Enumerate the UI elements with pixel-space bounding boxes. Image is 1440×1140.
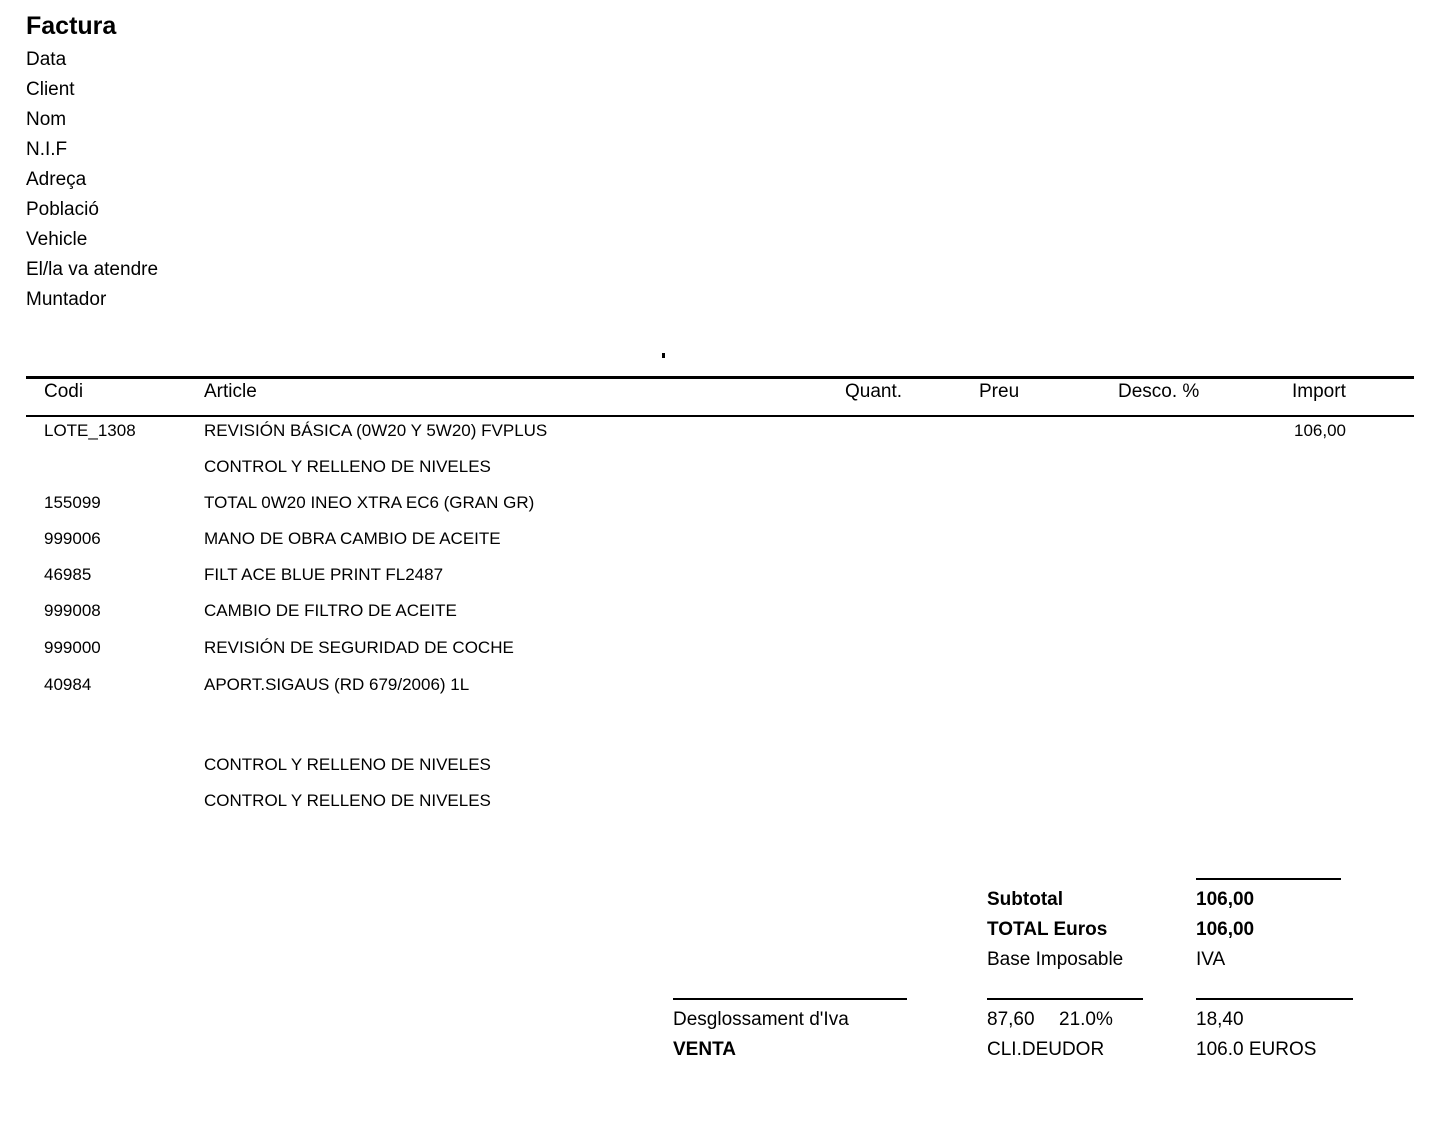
row-codi: 999000: [44, 638, 101, 657]
row-codi: 40984: [44, 675, 92, 694]
total-label: TOTAL Euros: [987, 919, 1108, 940]
desglossament-rule: [673, 998, 907, 1000]
column-header-codi: Codi: [44, 381, 84, 402]
subtotal-label: Subtotal: [987, 889, 1063, 910]
field-label-adreca: Adreça: [26, 169, 87, 190]
column-header-article: Article: [204, 381, 257, 402]
column-header-preu: Preu: [979, 381, 1020, 402]
field-label-muntador: Muntador: [26, 289, 107, 310]
base-imposable-label: Base Imposable: [987, 949, 1124, 970]
desglossament-label: Desglossament d'Iva: [673, 1009, 849, 1030]
row-article: CONTROL Y RELLENO DE NIVELES: [204, 755, 491, 774]
row-article: APORT.SIGAUS (RD 679/2006) 1L: [204, 675, 470, 694]
row-codi: 999006: [44, 529, 101, 548]
row-article: CAMBIO DE FILTRO DE ACEITE: [204, 601, 457, 620]
row-article: MANO DE OBRA CAMBIO DE ACEITE: [204, 529, 501, 548]
iva-label: IVA: [1196, 949, 1226, 970]
iva-rate: 21.0%: [1059, 1009, 1113, 1030]
subtotal-value: 106,00: [1196, 889, 1255, 910]
total-value: 106,00: [1196, 919, 1255, 940]
invoice-title: Factura: [26, 12, 117, 40]
field-label-atendre: El/la va atendre: [26, 259, 159, 280]
row-article: REVISIÓN BÁSICA (0W20 Y 5W20) FVPLUS: [204, 421, 548, 440]
row-codi: LOTE_1308: [44, 421, 136, 440]
base-value: 87,60: [987, 1009, 1035, 1030]
iva-value: 18,40: [1196, 1009, 1244, 1030]
field-label-poblacio: Població: [26, 199, 99, 220]
row-article: CONTROL Y RELLENO DE NIVELES: [204, 457, 491, 476]
payment-value: 106.0 EUROS: [1196, 1039, 1317, 1060]
row-codi: 155099: [44, 493, 101, 512]
column-header-desco: Desco. %: [1118, 381, 1200, 402]
field-label-nif: N.I.F: [26, 139, 68, 160]
row-article: CONTROL Y RELLENO DE NIVELES: [204, 791, 491, 810]
row-article: REVISIÓN DE SEGURIDAD DE COCHE: [204, 638, 514, 657]
field-label-data: Data: [26, 49, 67, 70]
table-top-rule: [26, 376, 1414, 379]
scan-speck: [662, 353, 665, 358]
venta-label: VENTA: [673, 1039, 736, 1060]
base-rule: [987, 998, 1143, 1000]
column-header-import: Import: [1292, 381, 1346, 402]
row-article: FILT ACE BLUE PRINT FL2487: [204, 565, 444, 584]
field-label-nom: Nom: [26, 109, 67, 130]
iva-rule: [1196, 998, 1353, 1000]
row-codi: 46985: [44, 565, 92, 584]
field-label-vehicle: Vehicle: [26, 229, 88, 250]
row-import: 106,00: [1294, 421, 1346, 440]
column-header-quant: Quant.: [845, 381, 903, 402]
payment-label: CLI.DEUDOR: [987, 1039, 1105, 1060]
field-label-client: Client: [26, 79, 75, 100]
subtotal-rule: [1196, 878, 1341, 880]
row-codi: 999008: [44, 601, 101, 620]
table-header-rule: [26, 415, 1414, 417]
row-article: TOTAL 0W20 INEO XTRA EC6 (GRAN GR): [204, 493, 535, 512]
